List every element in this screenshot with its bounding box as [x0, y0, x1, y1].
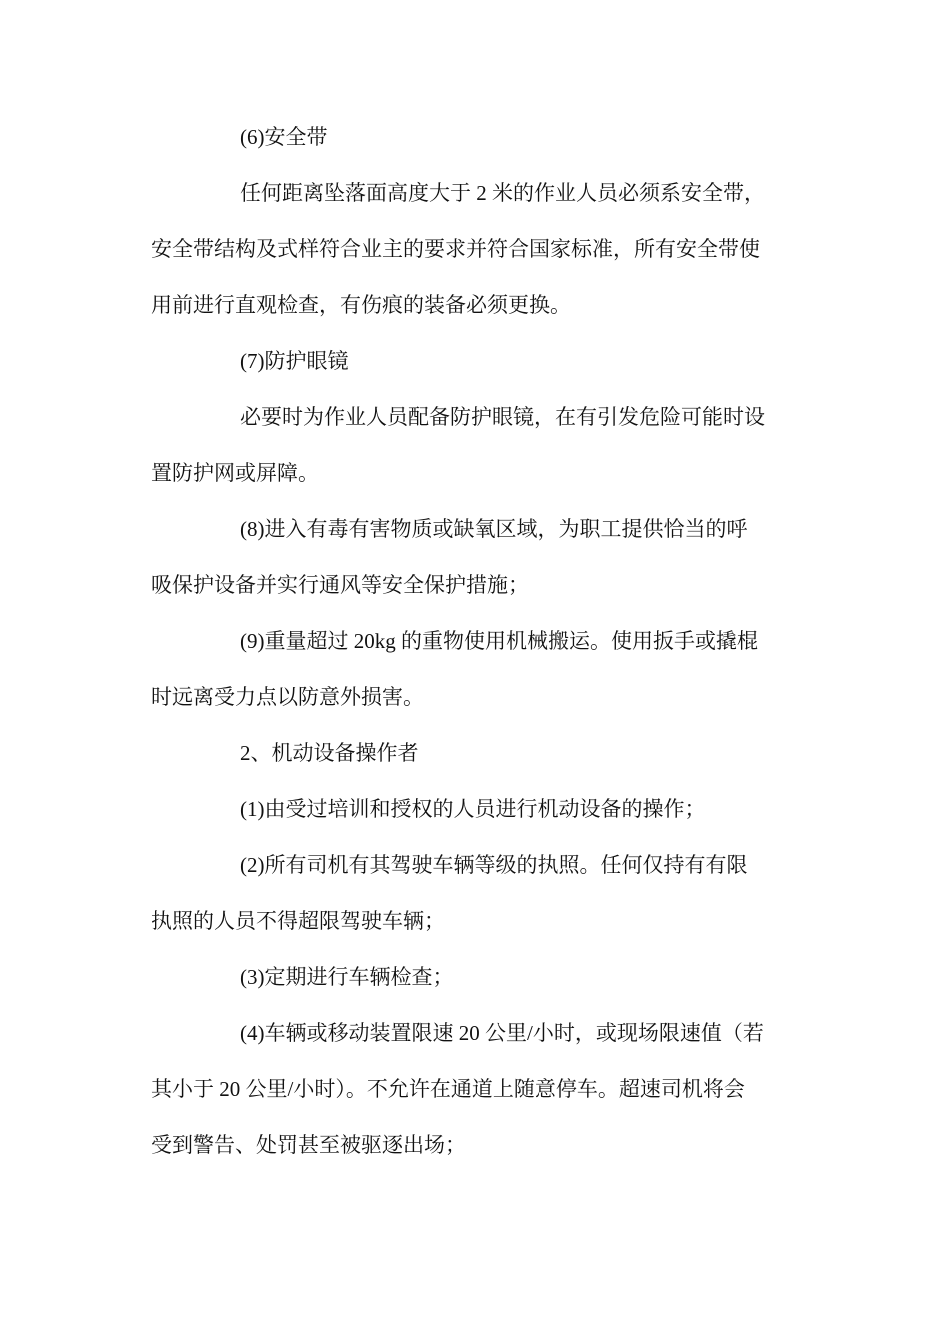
- text-line: (9)重量超过 20kg 的重物使用机械搬运。使用扳手或撬棍: [240, 629, 758, 653]
- section-heading: 2、机动设备操作者: [240, 741, 419, 765]
- text-line: 安全带结构及式样符合业主的要求并符合国家标准，所有安全带使: [151, 237, 760, 261]
- text-line: (4)车辆或移动装置限速 20 公里/小时，或现场限速值（若: [240, 1021, 764, 1045]
- text-line: 置防护网或屏障。: [151, 461, 319, 485]
- text-line: 其小于 20 公里/小时）。不允许在通道上随意停车。超速司机将会: [151, 1077, 745, 1101]
- text-line: 受到警告、处罚甚至被驱逐出场；: [151, 1133, 466, 1157]
- text-line: (1)由受过培训和授权的人员进行机动设备的操作；: [240, 797, 706, 821]
- text-line: (2)所有司机有其驾驶车辆等级的执照。任何仅持有有限: [240, 853, 748, 877]
- document-body: [151, 118, 803, 1182]
- text-line: (8)进入有毒有害物质或缺氧区域，为职工提供恰当的呼: [240, 517, 748, 541]
- text-line: 执照的人员不得超限驾驶车辆；: [151, 909, 445, 933]
- text-line: 时远离受力点以防意外损害。: [151, 685, 424, 709]
- text-line: 用前进行直观检查，有伤痕的装备必须更换。: [151, 293, 571, 317]
- text-line: 必要时为作业人员配备防护眼镜，在有引发危险可能时设: [240, 405, 765, 429]
- text-line: 任何距离坠落面高度大于 2 米的作业人员必须系安全带，: [240, 181, 765, 205]
- text-line: 吸保护设备并实行通风等安全保护措施；: [151, 573, 529, 597]
- text-line: (7)防护眼镜: [240, 349, 349, 373]
- text-line: (3)定期进行车辆检查；: [240, 965, 454, 989]
- text-line: (6)安全带: [240, 125, 328, 149]
